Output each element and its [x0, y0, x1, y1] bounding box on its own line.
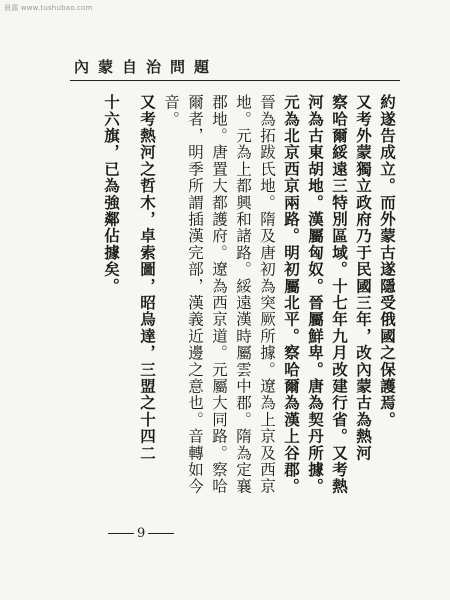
text-column-9: 爾者，明季所謂插漢完部，漢義近邊之意也。音轉如今 [186, 94, 204, 495]
text-column-5: 元為北京西京兩路。明初屬北平。察哈爾為漢上谷郡。 [282, 94, 301, 495]
page-dash-right [148, 533, 174, 534]
text-column-1: 約遂告成立。而外蒙古遂隱受俄國之保護焉。 [378, 94, 397, 428]
watermark-text: 晨露 www.tushubao.com [4, 4, 93, 12]
text-column-8: 郡地。唐置大都護府。遼為西京道。元屬大同路。察哈 [210, 94, 228, 495]
page-number-value: 9 [137, 526, 146, 541]
text-column-11: 又考熱河之哲木，卓索圖，昭烏達，三盟之十四二 [138, 94, 157, 462]
text-column-3: 察哈爾綏遠三特別區域。十七年九月改建行省。又考熱 [330, 94, 349, 495]
page-number [108, 526, 174, 541]
text-column-4: 河為古東胡地。漢屬匈奴。晉屬鮮卑。唐為契丹所據。 [306, 94, 325, 495]
text-column-2: 又考外蒙獨立政府乃于民國三年，改內蒙古為熱河 [354, 94, 373, 462]
text-column-12: 十六旗，已為強鄰佔據矣。 [102, 94, 121, 295]
text-column-7: 地。元為上都興和諸路。綏遠漢時屬雲中郡。隋為定襄 [234, 94, 252, 495]
header-rule [70, 80, 400, 81]
running-header: 內蒙自治問題 [74, 58, 219, 76]
text-column-6: 晉為拓跋氏地。隋及唐初為突厥所據。遼為上京及西京 [258, 94, 276, 495]
vertical-text-body [98, 94, 398, 534]
text-column-10: 音。 [162, 94, 180, 128]
page-dash-left [108, 533, 134, 534]
